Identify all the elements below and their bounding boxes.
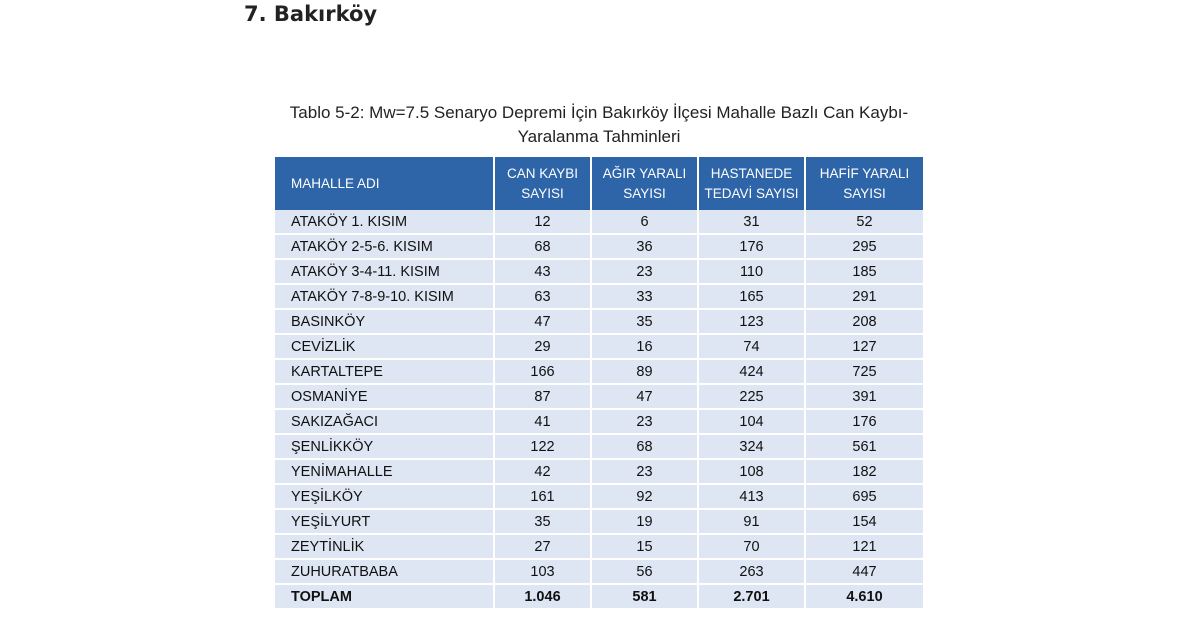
- cell-agir-yarali: 15: [591, 534, 698, 559]
- cell-hastanede-tedavi: 110: [698, 259, 805, 284]
- cell-can-kaybi: 63: [494, 284, 591, 309]
- cell-hastanede-tedavi: 324: [698, 434, 805, 459]
- header-label-line: AĞIR YARALI: [602, 165, 687, 181]
- cell-hastanede-tedavi: 74: [698, 334, 805, 359]
- table-row: [275, 334, 923, 359]
- total-cell-hastanede-tedavi: 2.701: [698, 584, 805, 608]
- header-row: [275, 157, 923, 210]
- total-cell-hafif-yarali: 4.610: [805, 584, 923, 608]
- cell-hastanede-tedavi: 104: [698, 409, 805, 434]
- header-label-line: HAFİF YARALI: [819, 165, 910, 181]
- cell-hafif-yarali: 176: [805, 409, 923, 434]
- cell-mahalle: ZUHURATBABA: [275, 559, 494, 584]
- table-row: [275, 284, 923, 309]
- table-row: [275, 534, 923, 559]
- cell-hafif-yarali: 391: [805, 384, 923, 409]
- total-row: [275, 584, 923, 608]
- total-cell-agir-yarali: 581: [591, 584, 698, 608]
- table-row: [275, 484, 923, 509]
- header-hastanede-tedavi: [698, 157, 805, 210]
- header-can-kaybi: [494, 157, 591, 210]
- header-label-line: CAN KAYBI: [506, 165, 579, 181]
- cell-agir-yarali: 56: [591, 559, 698, 584]
- table-caption: [275, 101, 923, 149]
- cell-mahalle: ATAKÖY 2-5-6. KISIM: [275, 234, 494, 259]
- cell-mahalle: ZEYTİNLİK: [275, 534, 494, 559]
- cell-hafif-yarali: 185: [805, 259, 923, 284]
- cell-hafif-yarali: 127: [805, 334, 923, 359]
- cell-agir-yarali: 23: [591, 409, 698, 434]
- cell-agir-yarali: 47: [591, 384, 698, 409]
- cell-hafif-yarali: 182: [805, 459, 923, 484]
- table-header: [275, 157, 923, 210]
- table-row: [275, 559, 923, 584]
- cell-agir-yarali: 6: [591, 210, 698, 234]
- cell-can-kaybi: 35: [494, 509, 591, 534]
- table-row: [275, 509, 923, 534]
- header-label-line: TEDAVİ SAYISI: [704, 185, 799, 201]
- cell-hafif-yarali: 52: [805, 210, 923, 234]
- cell-agir-yarali: 92: [591, 484, 698, 509]
- cell-hastanede-tedavi: 263: [698, 559, 805, 584]
- casualty-table: [275, 157, 923, 608]
- section-heading: 7. Bakırköy: [244, 2, 378, 26]
- table-row: [275, 359, 923, 384]
- cell-can-kaybi: 122: [494, 434, 591, 459]
- cell-hastanede-tedavi: 225: [698, 384, 805, 409]
- cell-hastanede-tedavi: 424: [698, 359, 805, 384]
- table-body: [275, 210, 923, 608]
- cell-can-kaybi: 27: [494, 534, 591, 559]
- cell-agir-yarali: 19: [591, 509, 698, 534]
- cell-can-kaybi: 29: [494, 334, 591, 359]
- caption-line-1: Tablo 5-2: Mw=7.5 Senaryo Depremi İçin Bakırköy İlçesi Mahalle Bazlı Can Kaybı-: [289, 103, 909, 122]
- cell-can-kaybi: 103: [494, 559, 591, 584]
- header-label-line: MAHALLE ADI: [291, 175, 380, 191]
- table-row: [275, 309, 923, 334]
- header-label-line: SAYISI: [623, 185, 666, 201]
- cell-can-kaybi: 41: [494, 409, 591, 434]
- cell-agir-yarali: 89: [591, 359, 698, 384]
- total-cell-can-kaybi: 1.046: [494, 584, 591, 608]
- cell-hafif-yarali: 295: [805, 234, 923, 259]
- table-row: [275, 384, 923, 409]
- cell-can-kaybi: 42: [494, 459, 591, 484]
- cell-agir-yarali: 16: [591, 334, 698, 359]
- cell-hastanede-tedavi: 176: [698, 234, 805, 259]
- table-row: [275, 434, 923, 459]
- cell-agir-yarali: 33: [591, 284, 698, 309]
- cell-hastanede-tedavi: 70: [698, 534, 805, 559]
- cell-agir-yarali: 23: [591, 259, 698, 284]
- cell-hafif-yarali: 154: [805, 509, 923, 534]
- cell-mahalle: CEVİZLİK: [275, 334, 494, 359]
- header-agir-yarali: [591, 157, 698, 210]
- cell-mahalle: YEŞİLYURT: [275, 509, 494, 534]
- header-label-line: HASTANEDE: [710, 165, 793, 181]
- cell-hastanede-tedavi: 165: [698, 284, 805, 309]
- cell-hastanede-tedavi: 123: [698, 309, 805, 334]
- cell-agir-yarali: 68: [591, 434, 698, 459]
- cell-can-kaybi: 161: [494, 484, 591, 509]
- caption-line-2: Yaralanma Tahminleri: [517, 127, 681, 146]
- cell-hafif-yarali: 291: [805, 284, 923, 309]
- cell-hastanede-tedavi: 31: [698, 210, 805, 234]
- cell-mahalle: OSMANİYE: [275, 384, 494, 409]
- total-cell-mahalle: TOPLAM: [275, 584, 494, 608]
- table-row: [275, 234, 923, 259]
- header-hafif-yarali: [805, 157, 923, 210]
- cell-mahalle: SAKIZAĞACI: [275, 409, 494, 434]
- table-row: [275, 409, 923, 434]
- cell-can-kaybi: 87: [494, 384, 591, 409]
- cell-can-kaybi: 68: [494, 234, 591, 259]
- cell-mahalle: BASINKÖY: [275, 309, 494, 334]
- cell-agir-yarali: 36: [591, 234, 698, 259]
- cell-hafif-yarali: 121: [805, 534, 923, 559]
- cell-mahalle: ŞENLİKKÖY: [275, 434, 494, 459]
- header-mahalle-adi: [275, 157, 494, 210]
- cell-mahalle: YEŞİLKÖY: [275, 484, 494, 509]
- cell-agir-yarali: 35: [591, 309, 698, 334]
- cell-hafif-yarali: 447: [805, 559, 923, 584]
- cell-mahalle: YENİMAHALLE: [275, 459, 494, 484]
- table-row: [275, 459, 923, 484]
- cell-hastanede-tedavi: 413: [698, 484, 805, 509]
- cell-mahalle: KARTALTEPE: [275, 359, 494, 384]
- cell-mahalle: ATAKÖY 7-8-9-10. KISIM: [275, 284, 494, 309]
- cell-hastanede-tedavi: 91: [698, 509, 805, 534]
- table-row: [275, 210, 923, 234]
- table-row: [275, 259, 923, 284]
- cell-can-kaybi: 166: [494, 359, 591, 384]
- cell-hafif-yarali: 725: [805, 359, 923, 384]
- header-label-line: SAYISI: [521, 185, 564, 201]
- cell-agir-yarali: 23: [591, 459, 698, 484]
- cell-hafif-yarali: 561: [805, 434, 923, 459]
- header-label-line: SAYISI: [843, 185, 886, 201]
- cell-hastanede-tedavi: 108: [698, 459, 805, 484]
- cell-can-kaybi: 12: [494, 210, 591, 234]
- cell-can-kaybi: 47: [494, 309, 591, 334]
- cell-mahalle: ATAKÖY 1. KISIM: [275, 210, 494, 234]
- cell-hafif-yarali: 695: [805, 484, 923, 509]
- cell-hafif-yarali: 208: [805, 309, 923, 334]
- cell-mahalle: ATAKÖY 3-4-11. KISIM: [275, 259, 494, 284]
- cell-can-kaybi: 43: [494, 259, 591, 284]
